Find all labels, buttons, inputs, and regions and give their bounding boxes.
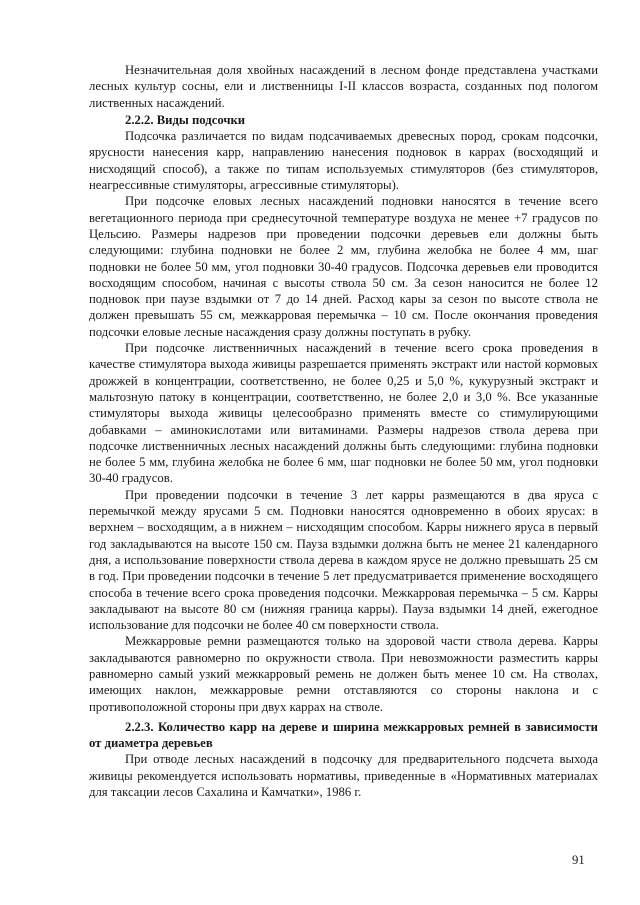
document-page [89,62,598,800]
page-number: 91 [572,853,585,867]
paragraph-tiers: При проведении подсочки в течение 3 лет карры размещаются в два яруса с перемычкой между ярусами 5 см. Подновки наносятся одновременно в обоих ярусах: в верхнем – восходящим, а в нижнем – нисходящим способом. Карры нижнего яруса в первый год закладываются на высоте 150 см. Пауза вздымки должна быть не менее 21 календарного дня, а использование поверхности ствола дерева в каждом ярусе не должно превышать 25 см в год. При проведении подсочки в течение 5 лет предусматривается применение восходящего способа в течение всего срока проведения подсочки. Межкарровая перемычка – 5 см. Карры закладывают на высоте 80 см (нижняя граница карры). Пауза вздымки 14 дней, ежегодное использование для подсочки не более 40 см поверхности ствола. [89,487,598,633]
paragraph-types: Подсочка различается по видам подсачиваемых древесных пород, срокам подсочки, ярусности нанесения карр, направлению нанесения подновок в каррах (восходящий и нисходящий способ), а также по типам используемых стимуляторов (без стимуляторов, неагрессивные стимуляторы, агрессивные стимуляторы). [89,129,598,193]
paragraph-norms: При отводе лесных насаждений в подсочку для предварительного подсчета выхода живицы рекомендуется использовать нормативы, приведенные в «Нормативных материалах для таксации лесов Сахалина и Камчатки», 1986 г. [89,752,598,800]
paragraph-belts: Межкарровые ремни размещаются только на здоровой части ствола дерева. Карры закладываются равномерно по окружности ствола. При невозможности разместить карры равномерно самый узкий межкарровый ремень не должен быть менее 10 см. На стволах, имеющих наклон, межкарровые ремни отставляются со стороны наклона и с противоположной стороны при двух каррах на стволе. [89,634,598,714]
section-heading-2-2-3: 2.2.3. Количество карр на дереве и ширина межкарровых ремней в зависимости от диаметра деревьев [89,719,598,751]
paragraph-spruce: При подсочке еловых лесных насаждений подновки наносятся в течение всего вегетационного периода при среднесуточной температуре воздуха не менее +7 градусов по Цельсию. Размеры надрезов при проведении подсочки деревьев ели должны быть следующими: глубина подновки не более 2 мм, глубина желобка не более 4 мм, шаг подновки не более 50 мм, угол подновки 30-40 градусов. Подсочка деревьев ели проводится восходящим способом, начиная с высоты ствола 50 см. За сезон наносится не более 12 подновок при паузе вздымки от 7 до 14 дней. Расход кары за сезон по высоте ствола не должен превышать 55 см, межкарровая перемычка – 10 см. После окончания проведения подсочки еловые лесные насаждения сразу должны поступать в рубку. [89,194,598,339]
paragraph-intro: Незначительная доля хвойных насаждений в лесном фонде представлена участками лесных культур сосны, ели и лиственницы I-II классов возраста, созданных под пологом лиственных насаждений. [89,63,598,110]
section-heading-2-2-2: 2.2.2. Виды подсочки [125,112,246,127]
paragraph-larch: При подсочке лиственничных насаждений в течение всего срока проведения в качестве стимулятора выхода живицы разрешается применять экстракт или настой кормовых дрожжей в концентрации, соответственно, не более 0,25 и 5,0 %, кукурузный экстракт и мальтозную патоку в концентрации, соответственно, не более 2,0 и 3,0 %. Все указанные стимуляторы выхода живицы целесообразно применять вместе со стимулирующими добавками – аминокислотами или витаминами. Размеры надрезов ствола дерева при подсочке лиственничных лесных насаждений должны быть следующими: глубина подновки не более 5 мм, глубина желобка не более 6 мм, шаг подновки не более 50 мм, угол подновки 30-40 градусов. [89,341,598,486]
